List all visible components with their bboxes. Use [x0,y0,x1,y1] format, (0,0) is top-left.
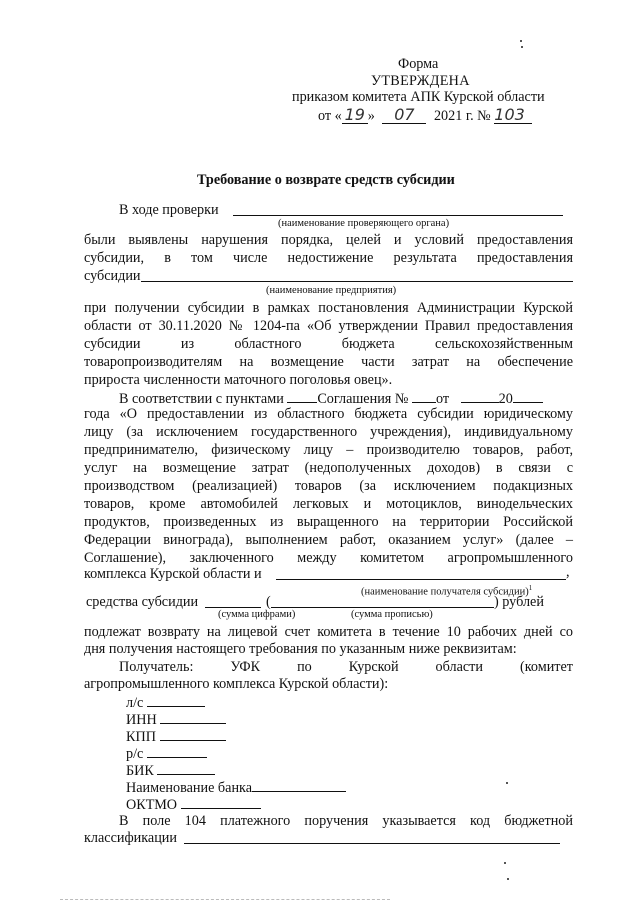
line-12: предпринимателю, физическому лицу – производителю товаров, работ, [84,442,573,458]
document-title: Требование о возврате средств субсидии [197,172,455,188]
line-25: В поле 104 платежного поручения указывается код бюджетной [119,813,573,829]
order-date-line [318,106,532,125]
caption-sum-digits: (сумма цифрами) [218,609,296,620]
line-7: товаропроизводителям на возмещение части затрат на обеспечение [84,354,573,370]
line-24: агропромышленного комплекса Курской области): [84,676,389,692]
line-15: товаров, кроме автомобилей легковых и мотоциклов, винодельческих [84,496,573,512]
footnote-mark: 1 [528,584,533,592]
scan-speck [507,878,509,880]
req-bank-label: Наименование банка [126,780,253,796]
req-bik-blank [157,761,215,775]
line-19: комплекса Курской области и [84,566,262,582]
line-10: года «О предоставлении из областного бюджета субсидии юридическому [84,406,573,422]
order-line: приказом комитета АПК Курской области [292,89,545,105]
line-16: продуктов, произведенных из выращенного на территории Российской [84,514,573,530]
line-9c: от [435,391,450,407]
order-number: 103 [494,106,532,124]
line-1: были выявлены нарушения порядка, целей и условий предоставления [84,232,573,248]
line-11: лицу (за исключением государственного учреждения), индивидуальному [84,424,573,440]
caption-organ: (наименование проверяющего органа) [278,218,450,229]
scan-speck [520,40,522,42]
req-kpp-label: КПП [126,729,156,745]
comma: , [566,564,570,580]
line-9d: 20 [498,391,513,407]
scan-speck [521,46,523,48]
sum-digits-line [205,607,261,608]
line-3: субсидии [84,268,141,284]
line-23: Получатель: УФК по Курской области (комитет [119,659,573,675]
organ-line [233,215,563,216]
order-year-num: 2021 г. № [433,108,491,124]
line-17: Федерации винограда), выполнением работ, оказанием услуг» (далее – [84,532,573,548]
line-20a: средства субсидии [86,594,199,610]
req-rs-label: р/с [126,746,144,762]
req-inn-blank [160,710,226,724]
order-month: 07 [382,106,426,124]
blank-agreement-date [461,389,499,403]
req-bank-blank [252,778,346,792]
sum-words-line [271,607,494,608]
req-oktmo-blank [181,795,261,809]
date-mid: » [367,108,375,124]
line-22: дня получения настоящего требования по указанным ниже реквизитам: [84,641,517,657]
line-18: Соглашение), заключенного между комитетом агропромышленного [84,550,573,566]
line-8: прироста численности маточного поголовья овец». [84,372,393,388]
req-ls-blank [147,693,205,707]
scan-speck [506,782,508,784]
line-26: классификации [84,830,177,846]
approved-label: УТВЕРЖДЕНА [371,73,470,89]
kbk-line [184,843,560,844]
caption-sum-words: (сумма прописью) [351,609,433,620]
p1-start: В ходе проверки [119,202,219,218]
req-rs-blank [147,744,207,758]
req-ls-label: л/с [126,695,144,711]
line-13: услуг на возмещение затрат (недополученных доходов) в связи с [84,460,573,476]
line-9b: Соглашения № [317,391,409,407]
blank-agreement-year [513,389,543,403]
blank-agreement-no [412,389,436,403]
blank-points [287,389,317,403]
line-21: подлежат возврату на лицевой счет комитета в течение 10 рабочих дней со [84,624,573,640]
req-kpp-blank [160,727,226,741]
line-4: при получении субсидии в рамках постановления Администрации Курской [84,300,573,316]
form-label: Форма [398,56,439,72]
date-prefix: от « [318,108,342,124]
req-inn-label: ИНН [126,712,157,728]
scan-edge [60,899,390,900]
req-oktmo-label: ОКТМО [126,797,178,813]
line-5: области от 30.11.2020 № 1204-па «Об утверждении Правил предоставления [84,318,573,334]
req-bik-label: БИК [126,763,154,779]
line-20b: ( [266,594,271,610]
line-20c: ) рублей [494,594,544,610]
line-6: субсидии из областного бюджета сельскохозяйственным [84,336,573,352]
line-2: субсидии, в том числе недостижение результата предоставления [84,250,573,266]
order-day: 19 [342,106,368,124]
line-14: производством (реализацией) товаров (за исключением подакцизных [84,478,573,494]
line-9a: В соответствии с пунктами [119,391,284,407]
req-oktmo [126,795,261,814]
caption-enterprise: (наименование предприятия) [266,285,397,296]
enterprise-line [141,281,573,282]
recipient-line [276,579,566,580]
scan-speck [504,862,506,864]
caption-recipient-text: (наименование получателя субсидии) [361,586,529,598]
